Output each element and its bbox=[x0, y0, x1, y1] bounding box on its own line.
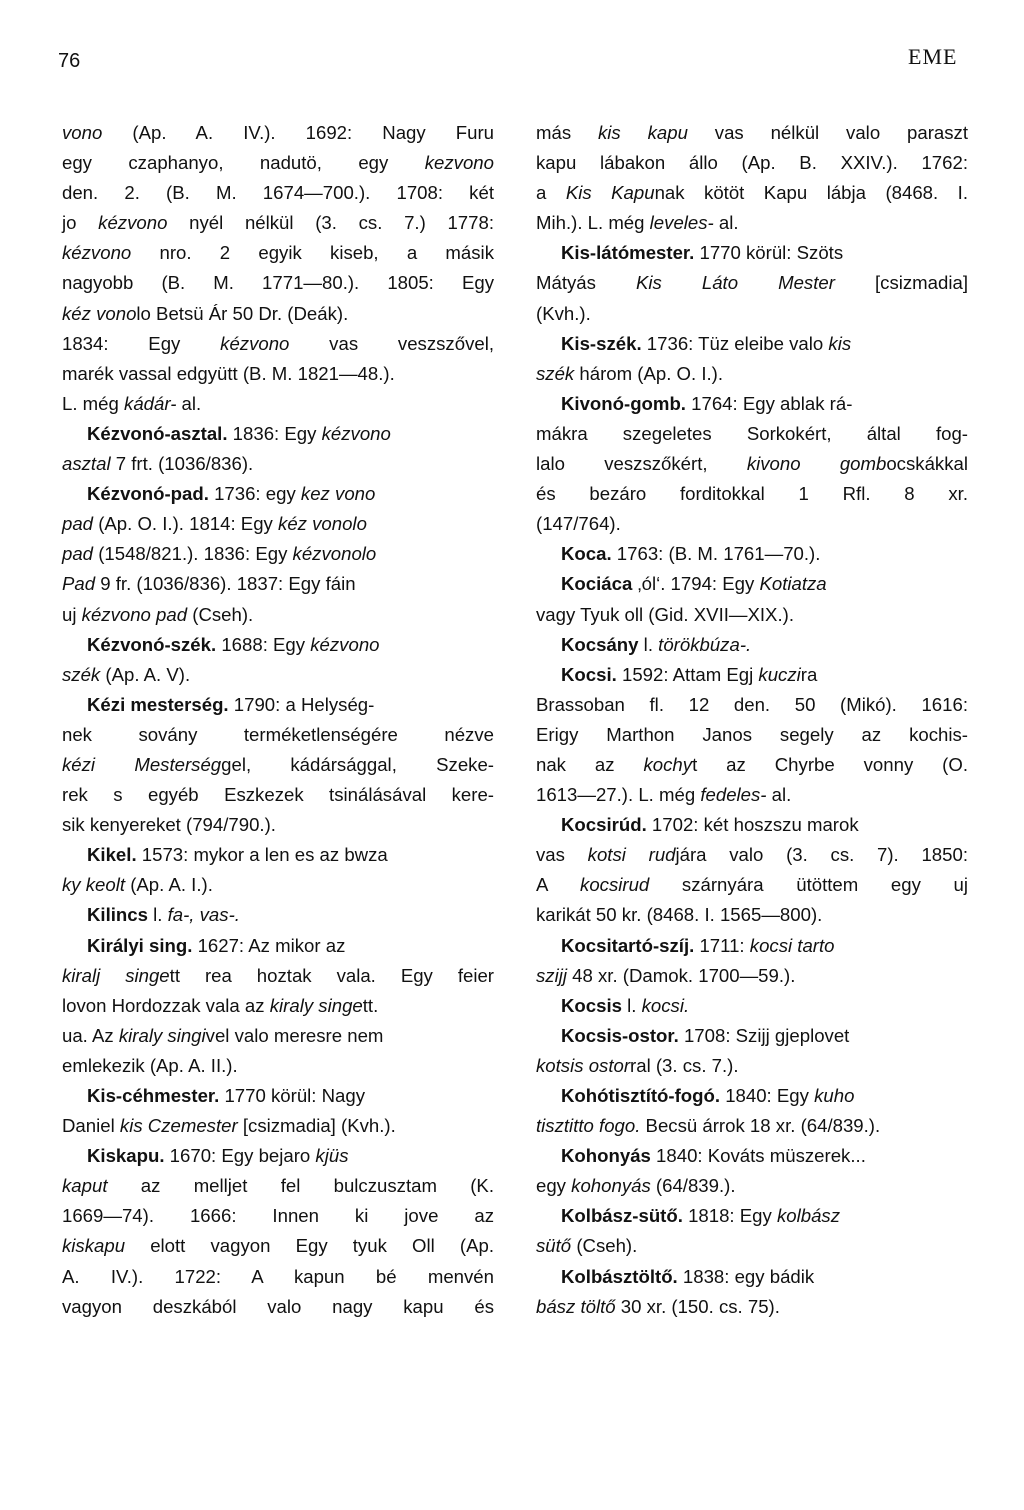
text-line bbox=[536, 870, 968, 900]
text-run: 1627: Az mikor az bbox=[192, 934, 346, 956]
text-run: az melljet fel bulczusztam (K. bbox=[107, 1175, 494, 1197]
text-run: 1669—74). 1666: Innen ki jove az bbox=[62, 1205, 494, 1227]
text-line bbox=[62, 178, 494, 208]
italic-term: kézvono bbox=[220, 332, 290, 354]
italic-term: pad bbox=[62, 513, 94, 535]
text-line bbox=[62, 359, 494, 389]
entry-headword: Kilincs bbox=[87, 904, 148, 926]
entry-headword: Kézvonó-asztal. bbox=[87, 422, 228, 444]
italic-term: pad bbox=[62, 543, 94, 565]
italic-term: fedeles- bbox=[700, 784, 767, 806]
text-run: 1834: Egy bbox=[62, 332, 221, 354]
text-line bbox=[62, 660, 494, 690]
text-line bbox=[62, 600, 494, 630]
text-line bbox=[62, 148, 494, 178]
text-line bbox=[536, 148, 968, 178]
text-run: 1763: (B. M. 1761—70.). bbox=[611, 543, 821, 565]
text-run: t az Chyrbe vonny (O. bbox=[692, 753, 968, 775]
italic-term: sütő bbox=[536, 1235, 572, 1257]
text-run: 1836: Egy bbox=[227, 422, 322, 444]
text-line bbox=[536, 359, 968, 389]
text-run: a bbox=[536, 182, 566, 204]
italic-term: kis kapu bbox=[598, 122, 688, 143]
text-line bbox=[62, 1111, 494, 1141]
italic-term: szék bbox=[536, 362, 575, 384]
text-line bbox=[536, 720, 968, 750]
text-line bbox=[62, 1021, 494, 1051]
italic-term: kaput bbox=[62, 1175, 108, 1197]
text-run: sik kenyereket (794/790.). bbox=[62, 814, 276, 836]
text-run: al. bbox=[176, 392, 202, 414]
text-run: [csizmadia] bbox=[834, 272, 968, 294]
text-line bbox=[536, 509, 968, 539]
text-run: l. bbox=[638, 633, 659, 655]
text-line bbox=[536, 690, 968, 720]
text-run: jo bbox=[62, 212, 99, 234]
italic-term: Kotiatza bbox=[759, 573, 827, 595]
italic-term: kiralj singe bbox=[62, 964, 170, 986]
italic-term: kis Czemester bbox=[119, 1115, 238, 1137]
italic-term: kochy bbox=[643, 753, 693, 775]
italic-term: kézvono bbox=[310, 633, 380, 655]
text-line bbox=[536, 600, 968, 630]
entry-headword: Kociáca bbox=[561, 573, 633, 595]
entry-headword: Kohonyás bbox=[561, 1145, 651, 1167]
text-run: rek s egyéb Eszkezek tsinálásával kere- bbox=[62, 784, 494, 806]
text-line bbox=[62, 810, 494, 840]
text-line bbox=[536, 569, 968, 599]
entry-headword: Királyi sing. bbox=[87, 934, 193, 956]
text-line bbox=[536, 299, 968, 329]
text-run: ra bbox=[800, 663, 818, 685]
text-line bbox=[536, 810, 968, 840]
text-line bbox=[62, 630, 494, 660]
text-run: nagyobb (B. M. 1771—80.). 1805: Egy bbox=[62, 272, 494, 294]
text-line bbox=[62, 900, 494, 930]
text-run: lovon Hordozzak vala az bbox=[62, 994, 270, 1016]
text-run: Mátyás bbox=[536, 272, 636, 294]
text-run: ‚ól‘. 1794: Egy bbox=[632, 573, 760, 595]
text-run: al. bbox=[713, 212, 739, 234]
text-run: szárnyára ütöttem egy uj bbox=[649, 874, 968, 896]
entry-headword: Kis-szék. bbox=[561, 332, 642, 354]
text-line bbox=[62, 750, 494, 780]
text-line bbox=[62, 961, 494, 991]
text-line bbox=[536, 1292, 968, 1322]
text-line bbox=[62, 720, 494, 750]
text-line bbox=[62, 208, 494, 238]
text-run: A bbox=[536, 874, 581, 896]
text-line bbox=[536, 1021, 968, 1051]
italic-term: kohonyás bbox=[571, 1175, 651, 1197]
page-number: 76 bbox=[58, 50, 81, 72]
text-run: (Ap. A. I.). bbox=[125, 874, 213, 896]
text-run: 1688: Egy bbox=[216, 633, 311, 655]
text-run: 1736: Tüz eleibe valo bbox=[641, 332, 829, 354]
text-line bbox=[536, 961, 968, 991]
text-run: A. IV.). 1722: A kapun bé menvén bbox=[62, 1265, 494, 1287]
italic-term: kéz vono bbox=[62, 302, 137, 324]
entry-headword: Kolbásztöltő. bbox=[561, 1265, 678, 1287]
text-run: L. még bbox=[62, 392, 125, 414]
text-run: (Ap. A. V). bbox=[100, 663, 191, 685]
text-run: 1764: Egy ablak rá- bbox=[685, 392, 853, 414]
text-run: [csizmadia] (Kvh.). bbox=[237, 1115, 396, 1137]
text-run: (Ap. A. IV.). 1692: Nagy Furu bbox=[102, 122, 494, 143]
text-line bbox=[62, 419, 494, 449]
italic-term: kézvonolo bbox=[292, 543, 377, 565]
text-line bbox=[62, 389, 494, 419]
text-line bbox=[62, 690, 494, 720]
text-run: 1670: Egy bejaro bbox=[164, 1145, 316, 1167]
italic-term: kézi Mesterség bbox=[62, 753, 222, 775]
text-run: nak kötöt Kapu lábja (8468. I. bbox=[654, 182, 968, 204]
text-line bbox=[536, 991, 968, 1021]
text-run: vas bbox=[536, 844, 588, 866]
text-run: kapu lábakon állo (Ap. B. XXIV.). 1762: bbox=[536, 152, 968, 174]
text-run: 1736: egy bbox=[208, 483, 301, 505]
entry-headword: Kézvonó-szék. bbox=[87, 633, 217, 655]
entry-headword: Kivonó-gomb. bbox=[561, 392, 686, 414]
text-run: 1711: bbox=[694, 934, 750, 956]
italic-term: kiraly singe bbox=[269, 994, 363, 1016]
text-run: 1702: két hoszszu marok bbox=[646, 814, 859, 836]
entry-headword: Kézi mesterség. bbox=[87, 693, 229, 715]
italic-term: szék bbox=[62, 663, 101, 685]
text-run: nek sovány terméketlenségére nézve bbox=[62, 723, 494, 745]
text-run: elott vagyon Egy tyuk Oll (Ap. bbox=[125, 1235, 494, 1257]
text-run: 1573: mykor a len es az bwza bbox=[136, 844, 388, 866]
text-line bbox=[536, 208, 968, 238]
text-line bbox=[536, 479, 968, 509]
text-run: egy czaphanyo, nadutö, egy bbox=[62, 152, 425, 174]
italic-term: kezvono bbox=[424, 152, 494, 174]
text-run: (147/764). bbox=[536, 513, 621, 535]
italic-term: kotsis ostor bbox=[536, 1054, 631, 1076]
italic-term: kézvono bbox=[98, 212, 168, 234]
italic-term: bász töltő bbox=[536, 1295, 616, 1317]
text-line bbox=[536, 389, 968, 419]
text-run: ua. Az bbox=[62, 1024, 119, 1046]
text-line bbox=[536, 178, 968, 208]
text-run: vel valo meresre nem bbox=[205, 1024, 384, 1046]
italic-term: törökbúza-. bbox=[658, 633, 752, 655]
text-run: 48 xr. (Damok. 1700—59.). bbox=[567, 964, 796, 986]
text-run: Erigy Marthon Janos segely az kochis- bbox=[536, 723, 968, 745]
text-line bbox=[536, 118, 968, 148]
text-run: jára valo (3. cs. 7). 1850: bbox=[675, 844, 968, 866]
text-run: három (Ap. O. I.). bbox=[574, 362, 724, 384]
text-line bbox=[536, 1141, 968, 1171]
text-run: (1548/821.). 1836: Egy bbox=[93, 543, 293, 565]
italic-term: kez vono bbox=[300, 483, 376, 505]
text-run: (Kvh.). bbox=[536, 302, 591, 324]
text-line bbox=[62, 1081, 494, 1111]
italic-term: kocsi. bbox=[641, 994, 690, 1016]
text-run: nro. 2 egyik kiseb, a másik bbox=[131, 242, 494, 264]
text-run: (Ap. O. I.). 1814: Egy bbox=[93, 513, 279, 535]
text-run: emlekezik (Ap. A. II.). bbox=[62, 1054, 238, 1076]
text-run: ral (3. cs. 7.). bbox=[630, 1054, 739, 1076]
text-run: nak az bbox=[536, 753, 644, 775]
entry-headword: Kocsi. bbox=[561, 663, 617, 685]
running-head: EME bbox=[908, 44, 958, 69]
text-line bbox=[536, 1171, 968, 1201]
italic-term: kiraly singi bbox=[118, 1024, 206, 1046]
text-run: 1840: Egy bbox=[720, 1085, 815, 1106]
italic-term: kézvono bbox=[321, 422, 391, 444]
right-column bbox=[536, 118, 968, 1322]
italic-term: kis bbox=[828, 332, 852, 354]
italic-term: kézvono pad bbox=[81, 603, 188, 625]
entry-headword: Kocsány bbox=[561, 633, 639, 655]
text-run: Daniel bbox=[62, 1115, 120, 1137]
text-line bbox=[62, 1231, 494, 1261]
text-line bbox=[62, 1292, 494, 1322]
text-run: 1708: Szijj gjeplovet bbox=[678, 1024, 850, 1046]
text-line bbox=[62, 329, 494, 359]
text-run: és bezáro forditokkal 1 Rfl. 8 xr. bbox=[536, 483, 968, 505]
text-line bbox=[536, 238, 968, 268]
text-line bbox=[62, 1201, 494, 1231]
text-run: 1592: Attam Egj bbox=[616, 663, 759, 685]
text-line bbox=[62, 991, 494, 1021]
text-run: 7 frt. (1036/836). bbox=[110, 453, 254, 475]
text-run: ocskákkal bbox=[886, 453, 968, 475]
entry-headword: Kocsitartó-szíj. bbox=[561, 934, 695, 956]
text-run: Becsü árrok 18 xr. (64/839.). bbox=[640, 1115, 881, 1137]
text-run: lo Betsü Ár 50 Dr. (Deák). bbox=[136, 302, 349, 324]
italic-term: kotsi rud bbox=[587, 844, 676, 866]
italic-term: kuho bbox=[814, 1085, 855, 1106]
entry-headword: Kikel. bbox=[87, 844, 137, 866]
text-run: vagyon deszkából valo nagy kapu és bbox=[62, 1295, 494, 1317]
entry-headword: Kolbász-sütő. bbox=[561, 1205, 683, 1227]
text-line bbox=[536, 1231, 968, 1261]
text-run: gel, kádársággal, Szeke- bbox=[221, 753, 494, 775]
text-line bbox=[536, 900, 968, 930]
text-line bbox=[62, 1171, 494, 1201]
text-run: lalo veszszőkért, bbox=[536, 453, 747, 475]
text-run: den. 2. (B. M. 1674—700.). 1708: két bbox=[62, 182, 494, 204]
text-line bbox=[62, 840, 494, 870]
text-run: tt. bbox=[362, 994, 379, 1016]
text-line bbox=[536, 840, 968, 870]
text-run: 1613—27.). L. még bbox=[536, 784, 701, 806]
text-run: 9 fr. (1036/836). 1837: Egy fáin bbox=[95, 573, 356, 595]
text-run: vas nélkül valo paraszt bbox=[687, 122, 968, 143]
italic-term: leveles- bbox=[649, 212, 714, 234]
text-line bbox=[62, 449, 494, 479]
text-run: karikát 50 kr. (8468. I. 1565—800). bbox=[536, 904, 823, 926]
text-run: egy bbox=[536, 1175, 572, 1197]
italic-term: vono bbox=[62, 122, 103, 143]
entry-headword: Kocsirúd. bbox=[561, 814, 647, 836]
italic-term: fa-, vas-. bbox=[167, 904, 240, 926]
text-run: al. bbox=[766, 784, 792, 806]
entry-headword: Kiskapu. bbox=[87, 1145, 165, 1167]
text-run: (Cseh). bbox=[571, 1235, 638, 1257]
text-run: vagy Tyuk oll (Gid. XVII—XIX.). bbox=[536, 603, 794, 625]
left-column bbox=[62, 118, 494, 1322]
text-line bbox=[536, 1051, 968, 1081]
text-line bbox=[536, 1262, 968, 1292]
italic-term: ky keolt bbox=[62, 874, 126, 896]
italic-term: kézvono bbox=[62, 242, 132, 264]
text-run: vas veszszővel, bbox=[289, 332, 495, 354]
text-run: 1770 körül: Szöts bbox=[694, 242, 844, 264]
text-line bbox=[62, 238, 494, 268]
italic-term: kolbász bbox=[776, 1205, 841, 1227]
text-line bbox=[62, 118, 494, 148]
italic-term: kéz vonolo bbox=[278, 513, 367, 535]
text-run: l. bbox=[621, 994, 642, 1016]
text-run: 1838: egy bádik bbox=[677, 1265, 815, 1287]
text-line bbox=[536, 268, 968, 298]
text-run: Mih.). L. még bbox=[536, 212, 650, 234]
text-run: mákra szegeletes Sorkokért, által fog- bbox=[536, 422, 968, 444]
italic-term: kiskapu bbox=[62, 1235, 126, 1257]
entry-headword: Koca. bbox=[561, 543, 612, 565]
text-run: uj bbox=[62, 603, 82, 625]
text-line bbox=[62, 870, 494, 900]
text-run: l. bbox=[147, 904, 168, 926]
text-line bbox=[536, 630, 968, 660]
entry-headword: Kézvonó-pad. bbox=[87, 483, 209, 505]
text-line bbox=[536, 780, 968, 810]
text-line bbox=[536, 660, 968, 690]
italic-term: kuczi bbox=[758, 663, 801, 685]
text-run: 1840: Kováts müszerek... bbox=[650, 1145, 866, 1167]
text-line bbox=[536, 931, 968, 961]
text-line bbox=[62, 1262, 494, 1292]
text-run: tt rea hoztak vala. Egy feier bbox=[169, 964, 494, 986]
text-line bbox=[536, 449, 968, 479]
italic-term: szijj bbox=[536, 964, 567, 986]
text-line bbox=[62, 780, 494, 810]
text-line bbox=[62, 539, 494, 569]
text-run: más bbox=[536, 122, 598, 143]
italic-term: kivono gomb bbox=[746, 453, 887, 475]
text-run: 1770 körül: Nagy bbox=[219, 1085, 366, 1106]
text-run: 1790: a Helység- bbox=[228, 693, 375, 715]
text-run: (64/839.). bbox=[650, 1175, 736, 1197]
text-run: Brassoban fl. 12 den. 50 (Mikó). 1616: bbox=[536, 693, 968, 715]
text-line bbox=[536, 539, 968, 569]
italic-term: Pad bbox=[62, 573, 96, 595]
text-line bbox=[536, 1111, 968, 1141]
italic-term: kádár- bbox=[124, 392, 177, 414]
italic-term: kjüs bbox=[315, 1145, 349, 1167]
entry-headword: Kis-céhmester. bbox=[87, 1085, 220, 1106]
italic-term: Kis Kapu bbox=[565, 182, 655, 204]
text-run: 30 xr. (150. cs. 75). bbox=[615, 1295, 780, 1317]
italic-term: kocsirud bbox=[580, 874, 650, 896]
entry-headword: Kocsis-ostor. bbox=[561, 1024, 679, 1046]
entry-headword: Kohótisztító-fogó. bbox=[561, 1085, 721, 1106]
text-line bbox=[536, 1081, 968, 1111]
text-line bbox=[62, 479, 494, 509]
text-line bbox=[62, 268, 494, 298]
italic-term: tisztitto fogo. bbox=[536, 1115, 641, 1137]
text-line bbox=[62, 509, 494, 539]
text-line bbox=[62, 1051, 494, 1081]
text-line bbox=[536, 419, 968, 449]
text-run: 1818: Egy bbox=[682, 1205, 777, 1227]
text-line bbox=[62, 931, 494, 961]
italic-term: Kis Láto Mester bbox=[635, 272, 835, 294]
entry-headword: Kocsis bbox=[561, 994, 622, 1016]
text-run: marék vassal edgyütt (B. M. 1821—48.). bbox=[62, 362, 395, 384]
text-line bbox=[536, 1201, 968, 1231]
text-line bbox=[62, 299, 494, 329]
text-line bbox=[536, 329, 968, 359]
entry-headword: Kis-látómester. bbox=[561, 242, 695, 264]
text-run: (Cseh). bbox=[187, 603, 254, 625]
text-run: nyél nélkül (3. cs. 7.) 1778: bbox=[167, 212, 494, 234]
italic-term: asztal bbox=[62, 453, 111, 475]
text-line bbox=[536, 750, 968, 780]
italic-term: kocsi tarto bbox=[749, 934, 835, 956]
text-line bbox=[62, 569, 494, 599]
text-line bbox=[62, 1141, 494, 1171]
